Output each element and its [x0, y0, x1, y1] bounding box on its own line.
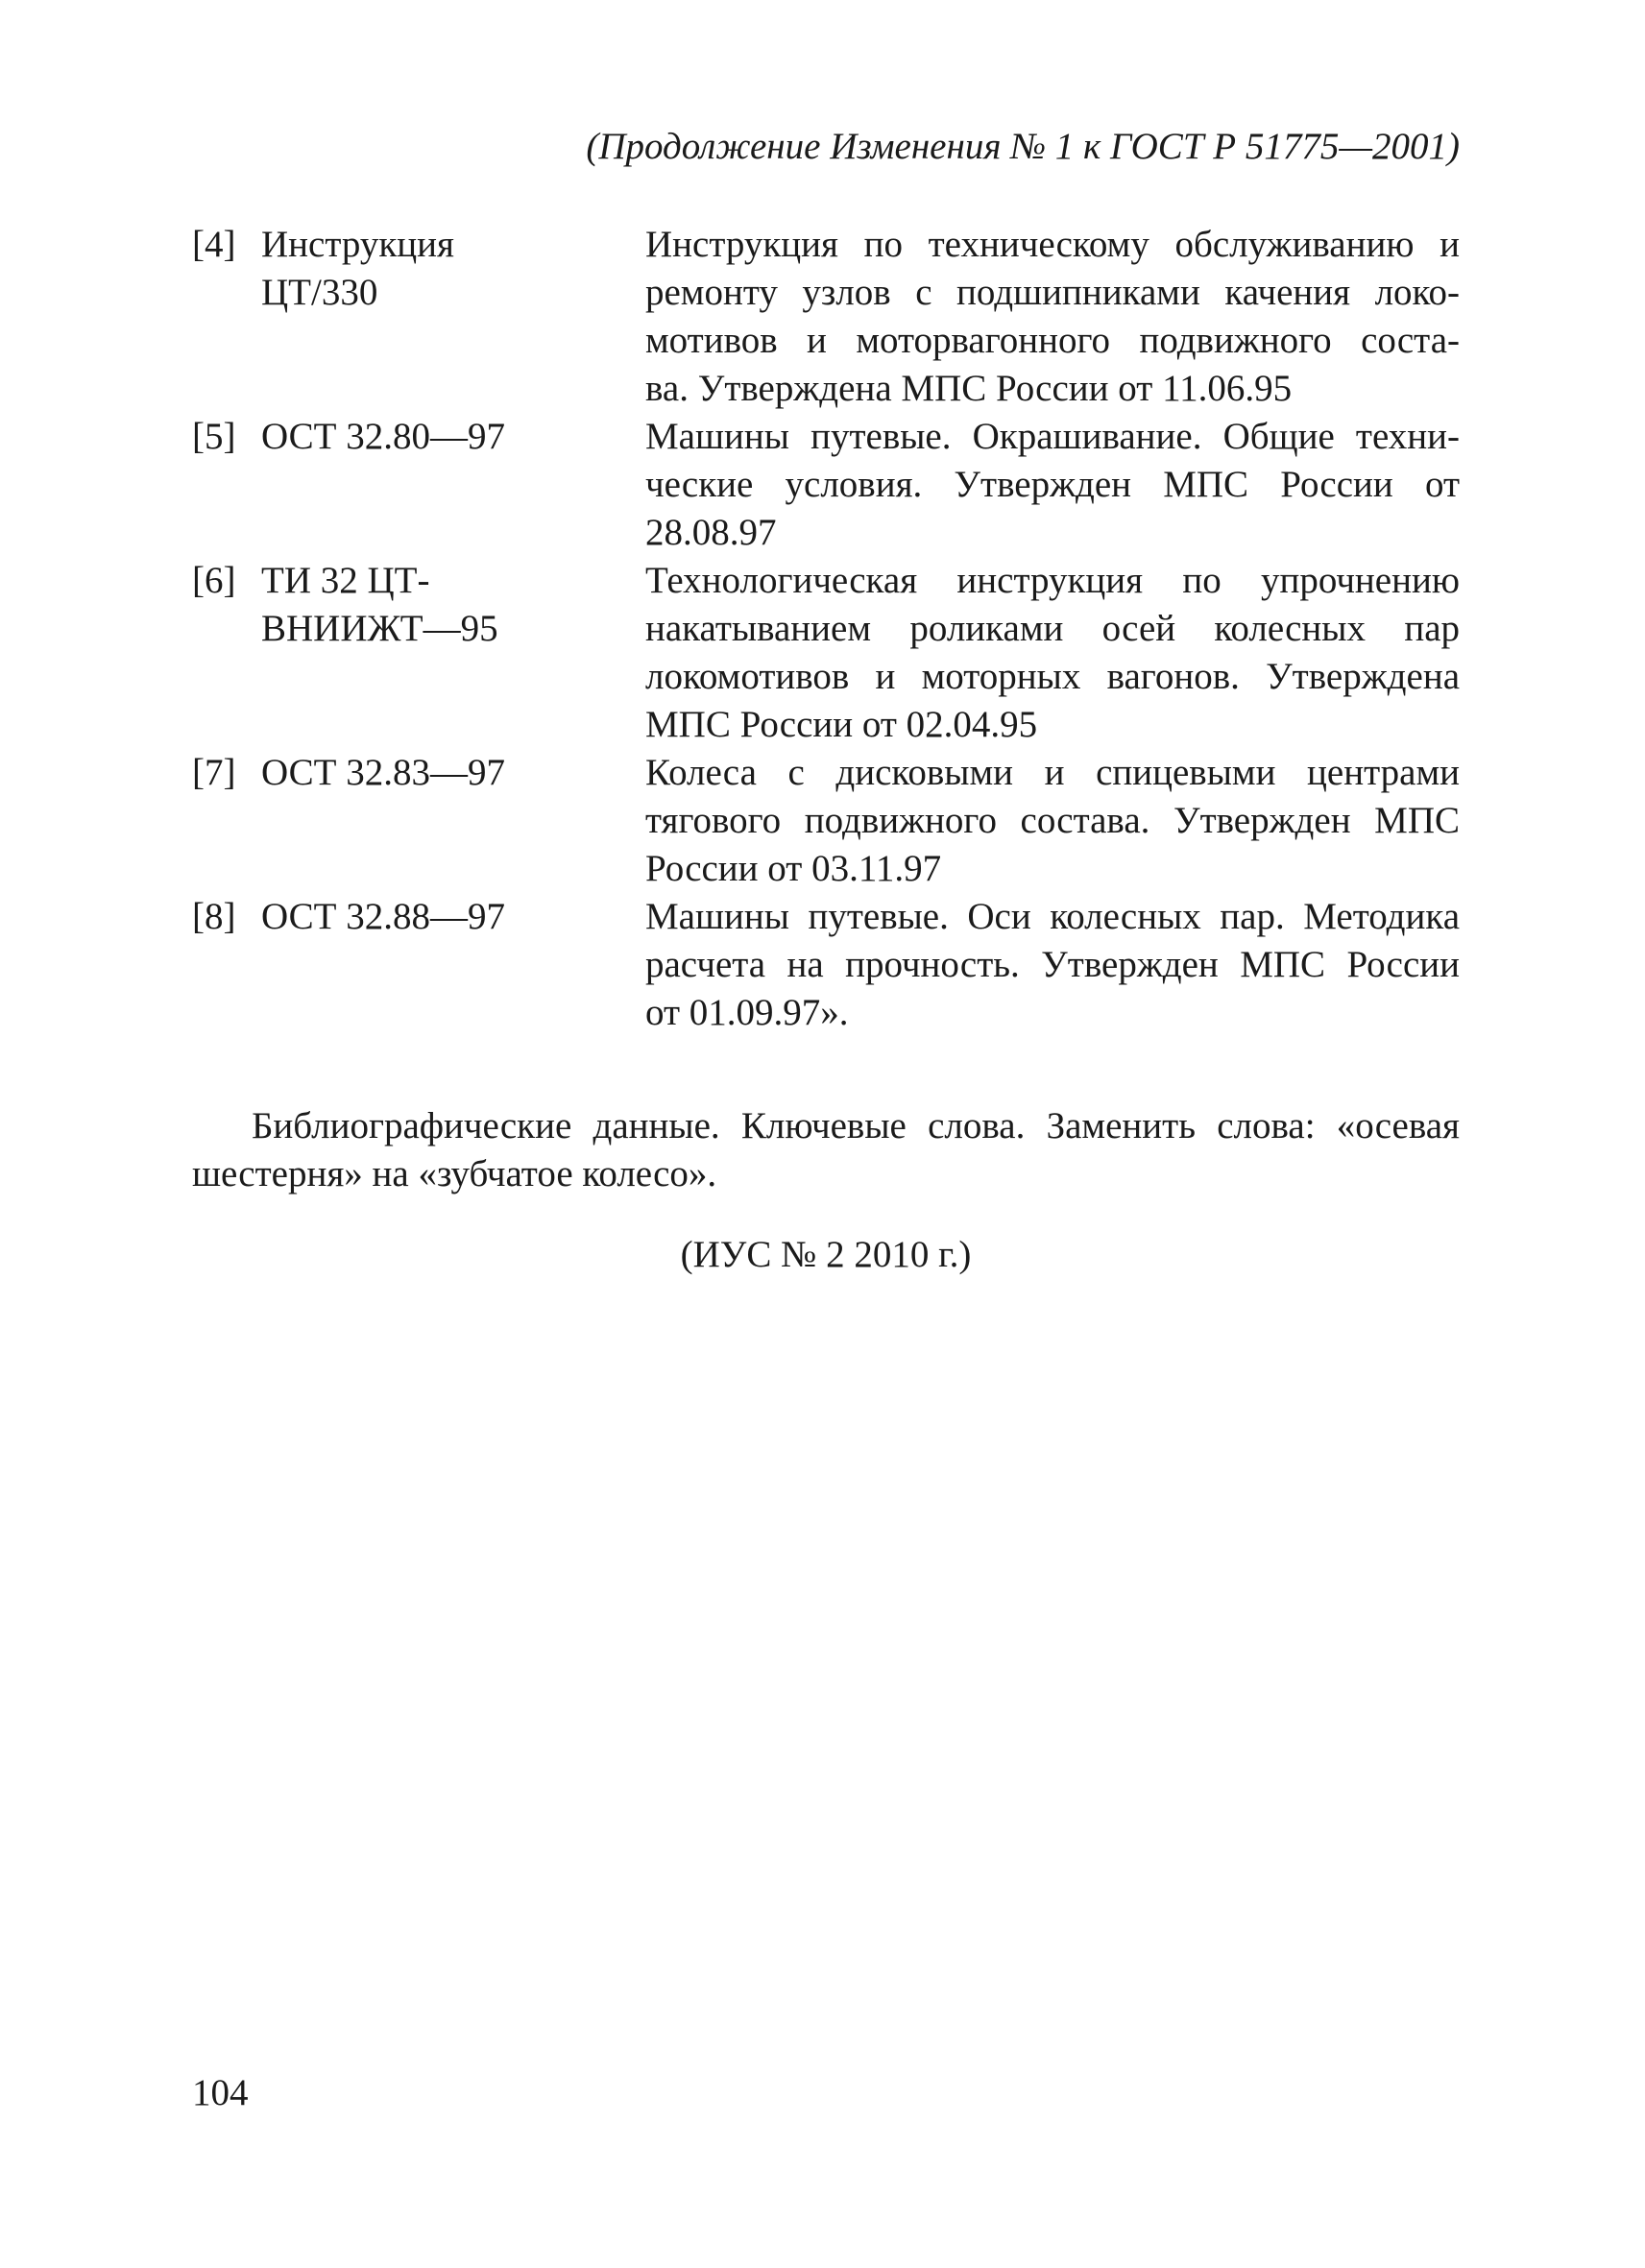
description-line: Колеса с дисковыми и спицевыми центрами [645, 752, 1460, 793]
description-line: Машины путевые. Оси колесных пар. Методика [645, 896, 1460, 937]
page-number: 104 [192, 2072, 249, 2113]
description-line: расчета на прочность. Утвержден МПС России [645, 944, 1460, 985]
description-line: мотивов и моторвагонного подвижного соста- [645, 320, 1460, 361]
reference-description [645, 557, 1460, 749]
reference-item [192, 221, 1460, 413]
reference-number: [6] [192, 560, 236, 601]
description-line: локомотивов и моторных вагонов. Утверждена [645, 656, 1460, 697]
description-line: ремонту узлов с подшипниками качения локо- [645, 272, 1460, 313]
reference-description [645, 413, 1460, 557]
reference-list [192, 221, 1460, 1037]
reference-code: ОСТ 32.80—97 [261, 416, 505, 457]
description-line: России от 03.11.97 [645, 848, 942, 889]
reference-description [645, 221, 1460, 413]
page-header: (Продолжение Изменения № 1 к ГОСТ Р 51775—2001) [586, 126, 1460, 167]
reference-number: [8] [192, 896, 236, 937]
reference-number: [7] [192, 752, 236, 793]
description-line: ческие условия. Утвержден МПС России от [645, 464, 1460, 505]
bibliography-paragraph [192, 1102, 1460, 1198]
reference-number: [4] [192, 224, 236, 265]
reference-code: Инструкция ЦТ/330 [261, 224, 454, 313]
reference-code: ТИ 32 ЦТ- ВНИИЖТ—95 [261, 560, 498, 649]
description-line: Инструкция по техническому обслуживанию и [645, 224, 1460, 265]
reference-code: ОСТ 32.88—97 [261, 896, 505, 937]
description-line: накатыванием роликами осей колесных пар [645, 608, 1460, 649]
description-line: тягового подвижного состава. Утвержден МПС [645, 800, 1460, 841]
reference-item [192, 893, 1460, 1037]
reference-item [192, 749, 1460, 893]
description-line: Технологическая инструкция по упрочнению [645, 560, 1460, 601]
reference-code: ОСТ 32.83—97 [261, 752, 505, 793]
description-line: 28.08.97 [645, 512, 777, 553]
reference-description [645, 893, 1460, 1037]
bibliography-line: Библиографические данные. Ключевые слова. Заменить слова: «осевая [252, 1105, 1460, 1146]
reference-item [192, 413, 1460, 557]
description-line: ва. Утверждена МПС России от 11.06.95 [645, 368, 1293, 409]
description-line: Машины путевые. Окрашивание. Общие техни- [645, 416, 1460, 457]
reference-description [645, 749, 1460, 893]
description-line: от 01.09.97». [645, 992, 849, 1033]
reference-number: [5] [192, 416, 236, 457]
reference-item [192, 557, 1460, 749]
ius-reference: (ИУС № 2 2010 г.) [680, 1234, 972, 1275]
description-line: МПС России от 02.04.95 [645, 704, 1038, 745]
bibliography-line: шестерня» на «зубчатое колесо». [192, 1153, 717, 1194]
